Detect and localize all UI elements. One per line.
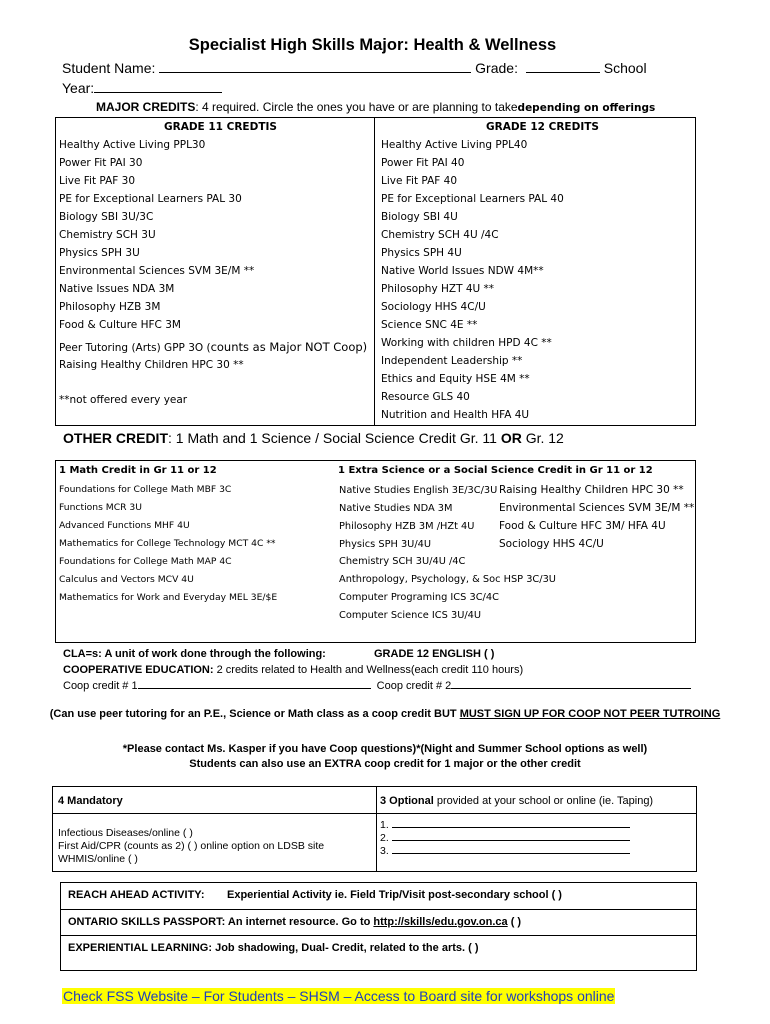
coop-text: 2 credits related to Health and Wellness(each credit 110 hours): [213, 664, 524, 676]
year-label: Year:: [62, 80, 95, 96]
science-credit-item[interactable]: Computer Science ICS 3U/4U: [339, 610, 482, 621]
grade12-list: [381, 136, 564, 424]
science-list: [339, 481, 694, 625]
grade11-credit-item[interactable]: Philosophy HZB 3M: [59, 301, 161, 313]
major-credits-heading: [96, 100, 655, 114]
science-credit-item[interactable]: Raising Healthy Children HPC 30 **: [499, 484, 684, 496]
student-name-field[interactable]: [159, 72, 471, 73]
coop-credit-1-label: Coop credit # 1: [63, 680, 138, 692]
major-credits-table: [55, 117, 696, 426]
extra-coop-note: Students can also use an EXTRA coop credit for 1 major or the other credit: [189, 758, 581, 770]
major-credits-label: MAJOR CREDITS: [96, 100, 196, 114]
science-credit-item[interactable]: Anthropology, Psychology, & Soc HSP 3C/3U: [339, 574, 556, 585]
reach-ahead-label: REACH AHEAD ACTIVITY:: [68, 889, 205, 901]
optional-item: [380, 819, 630, 832]
peer-tutoring-text: Peer Tutoring (Arts) GPP 3O (: [59, 342, 211, 354]
grade12-credit-item[interactable]: Science SNC 4E **: [381, 319, 478, 331]
math-credit-item[interactable]: Calculus and Vectors MCV 4U: [59, 574, 194, 585]
coop-line: [63, 664, 523, 676]
grade11-credit-item[interactable]: Food & Culture HFC 3M: [59, 319, 181, 331]
school-year-field[interactable]: [94, 92, 222, 93]
activities-table: [60, 882, 697, 971]
grade12-credit-item[interactable]: Nutrition and Health HFA 4U: [381, 409, 530, 421]
coop-credits-line: [63, 680, 691, 692]
optional-header: [380, 795, 653, 807]
grade12-credit-item[interactable]: Healthy Active Living PPL40: [381, 139, 528, 151]
other-credit-text1: : 1 Math and 1 Science / Social Science Credit Gr. 11: [168, 430, 501, 446]
math-credit-item[interactable]: Foundations for College Math MBF 3C: [59, 484, 232, 495]
cla-label: CLA=s: A unit of work done through the following:: [63, 648, 326, 660]
passport-link[interactable]: http://skills/edu.gov.on.ca: [373, 916, 508, 928]
grade12-credit-item[interactable]: Physics SPH 4U: [381, 247, 462, 259]
reach-ahead-row: [68, 889, 204, 901]
peer-tutoring-note: counts as Major NOT Coop): [210, 340, 368, 354]
science-credit-item[interactable]: Native Studies English 3E/3C/3U: [339, 485, 498, 496]
grade11-list: [59, 136, 254, 334]
math-credit-item[interactable]: Functions MCR 3U: [59, 502, 143, 513]
mandatory-row-divider: [53, 813, 696, 814]
peer-tutoring-coop-note: [40, 707, 730, 721]
grade12-header: GRADE 12 CREDITS: [486, 121, 599, 133]
science-row: [339, 553, 694, 571]
mandatory-list: [58, 827, 324, 866]
grade12-credit-item[interactable]: Resource GLS 40: [381, 391, 470, 403]
coop-label: COOPERATIVE EDUCATION:: [63, 664, 214, 676]
optional-item-number: 3.: [380, 845, 389, 857]
optional-item-field[interactable]: [392, 853, 630, 854]
grade11-credit-item[interactable]: PE for Exceptional Learners PAL 30: [59, 193, 242, 205]
grade11-credit-item[interactable]: Chemistry SCH 3U: [59, 229, 156, 241]
other-credits-table: [55, 460, 696, 643]
page-title: Specialist High Skills Major: Health & Wellness: [188, 36, 557, 54]
science-credit-item[interactable]: Food & Culture HFC 3M/ HFA 4U: [499, 520, 666, 532]
grade12-credit-item[interactable]: Philosophy HZT 4U **: [381, 283, 495, 295]
science-credit-item[interactable]: Sociology HHS 4C/U: [499, 538, 604, 550]
mandatory-item[interactable]: Infectious Diseases/online ( ): [58, 827, 193, 839]
student-info-line: [62, 60, 647, 76]
other-credit-or: OR: [500, 430, 522, 446]
peer-note-text: (Can use peer tutoring for an P.E., Science or Math class as a coop credit BUT: [49, 708, 460, 720]
science-credit-item[interactable]: Physics SPH 3U/4U: [339, 539, 432, 550]
contact-note: *Please contact Ms. Kasper if you have Coop questions)*(Night and Summer School options as well): [122, 743, 648, 755]
grade11-credit-item[interactable]: Environmental Sciences SVM 3E/M **: [59, 265, 255, 277]
science-credit-item[interactable]: Chemistry SCH 3U/4U /4C: [339, 556, 466, 567]
optional-item-field[interactable]: [392, 827, 630, 828]
grade11-credit-item[interactable]: Power Fit PAI 30: [59, 157, 143, 169]
mandatory-item[interactable]: WHMIS/online ( ): [58, 853, 138, 865]
optional-item: [380, 832, 630, 845]
optional-item-number: 2.: [380, 832, 389, 844]
activities-divider-1: [61, 909, 696, 910]
grade12-credit-item[interactable]: Native World Issues NDW 4M**: [381, 265, 544, 277]
science-credit-item[interactable]: Environmental Sciences SVM 3E/M **: [499, 502, 695, 514]
mandatory-table: [52, 786, 697, 872]
math-list: [59, 481, 277, 607]
grade12-credit-item[interactable]: Sociology HHS 4C/U: [381, 301, 486, 313]
coop-credit-1-field[interactable]: [138, 688, 371, 689]
grade11-credit-item[interactable]: Native Issues NDA 3M: [59, 283, 175, 295]
mandatory-item[interactable]: First Aid/CPR (counts as 2) ( ) online option on LDSB site: [58, 840, 325, 852]
reach-ahead-text[interactable]: Experiential Activity ie. Field Trip/Visit post-secondary school ( ): [227, 889, 562, 901]
science-row: [339, 607, 694, 625]
science-row: [339, 499, 694, 517]
math-credit-item[interactable]: Advanced Functions MHF 4U: [59, 520, 190, 531]
science-header: 1 Extra Science or a Social Science Credit in Gr 11 or 12: [338, 465, 653, 476]
science-row: [339, 481, 694, 499]
mandatory-header: 4 Mandatory: [58, 795, 123, 807]
experiential-label: EXPERIENTIAL LEARNING:: [68, 942, 213, 954]
raising-item[interactable]: Raising Healthy Children HPC 30 **: [59, 359, 244, 371]
math-credit-item[interactable]: Mathematics for Work and Everyday MEL 3E/$E: [59, 592, 278, 603]
major-credits-desc: : 4 required. Circle the ones you have or are planning to take: [195, 100, 518, 114]
optional-item-field[interactable]: [392, 840, 630, 841]
footer-link[interactable]: Check FSS Website – For Students – SHSM – Access to Board site for workshops online: [63, 988, 615, 1004]
cla-line: [63, 648, 326, 660]
grade12-credit-item[interactable]: Working with children HPD 4C **: [381, 337, 552, 349]
school-label: School: [603, 60, 647, 76]
experiential-text[interactable]: Job shadowing, Dual- Credit, related to the arts. ( ): [212, 942, 479, 954]
science-row: [339, 535, 694, 553]
peer-tutoring-item[interactable]: [59, 338, 367, 356]
coop-credit-2-field[interactable]: [451, 688, 691, 689]
grade12-credit-item[interactable]: Ethics and Equity HSE 4M **: [381, 373, 530, 385]
other-credit-text2: Gr. 12: [521, 430, 564, 446]
grade11-header: GRADE 11 CREDTIS: [164, 121, 277, 133]
grade12-credit-item[interactable]: Power Fit PAI 40: [381, 157, 465, 169]
grade12-credit-item[interactable]: Live Fit PAF 40: [381, 175, 458, 187]
optional-header-bold: 3 Optional: [380, 795, 434, 807]
passport-check[interactable]: ( ): [507, 916, 522, 928]
other-credit-heading: [63, 430, 564, 446]
mandatory-column-divider: [376, 787, 377, 871]
math-credit-item[interactable]: Mathematics for College Technology MCT 4C **: [59, 538, 276, 549]
grade12-credit-item[interactable]: Chemistry SCH 4U /4C: [381, 229, 499, 241]
grade11-credit-item[interactable]: Physics SPH 3U: [59, 247, 140, 259]
activities-divider-2: [61, 935, 696, 936]
optional-list: [380, 819, 630, 858]
science-row: [339, 571, 694, 589]
grade12-english[interactable]: GRADE 12 ENGLISH ( ): [374, 648, 495, 660]
optional-item: [380, 845, 630, 858]
grade-label: Grade:: [475, 60, 518, 76]
grade11-credit-item[interactable]: Biology SBI 3U/3C: [59, 211, 154, 223]
grade12-credit-item[interactable]: PE for Exceptional Learners PAL 40: [381, 193, 564, 205]
column-divider: [374, 118, 375, 425]
peer-note-underlined: MUST SIGN UP FOR COOP NOT PEER TUTROING: [459, 708, 721, 720]
grade12-credit-item[interactable]: Independent Leadership **: [381, 355, 523, 367]
student-name-label: Student Name:: [62, 60, 156, 76]
year-line: [62, 80, 222, 96]
grade12-credit-item[interactable]: Biology SBI 4U: [381, 211, 458, 223]
experiential-row: [68, 942, 479, 954]
grade11-credit-item[interactable]: Healthy Active Living PPL30: [59, 139, 206, 151]
coop-credit-2-label: Coop credit # 2: [376, 680, 452, 692]
grade-field[interactable]: [526, 72, 600, 73]
math-credit-item[interactable]: Foundations for College Math MAP 4C: [59, 556, 232, 567]
science-credit-item[interactable]: Computer Programing ICS 3C/4C: [339, 592, 499, 603]
other-credit-label: OTHER CREDIT: [63, 430, 168, 446]
passport-text: ONTARIO SKILLS PASSPORT: An internet resource. Go to: [68, 916, 374, 928]
science-credit-item[interactable]: Philosophy HZB 3M /HZt 4U: [339, 521, 475, 532]
science-row: [339, 517, 694, 535]
grade11-credit-item[interactable]: Live Fit PAF 30: [59, 175, 136, 187]
math-header: 1 Math Credit in Gr 11 or 12: [59, 465, 217, 476]
optional-item-number: 1.: [380, 819, 389, 831]
not-offered-note: **not offered every year: [59, 394, 188, 406]
science-credit-item[interactable]: Native Studies NDA 3M: [339, 503, 453, 514]
major-credits-desc-bold: depending on offerings: [517, 102, 656, 114]
science-row: [339, 589, 694, 607]
optional-header-text: provided at your school or online (ie. Taping): [433, 795, 654, 807]
passport-row: [68, 916, 521, 928]
